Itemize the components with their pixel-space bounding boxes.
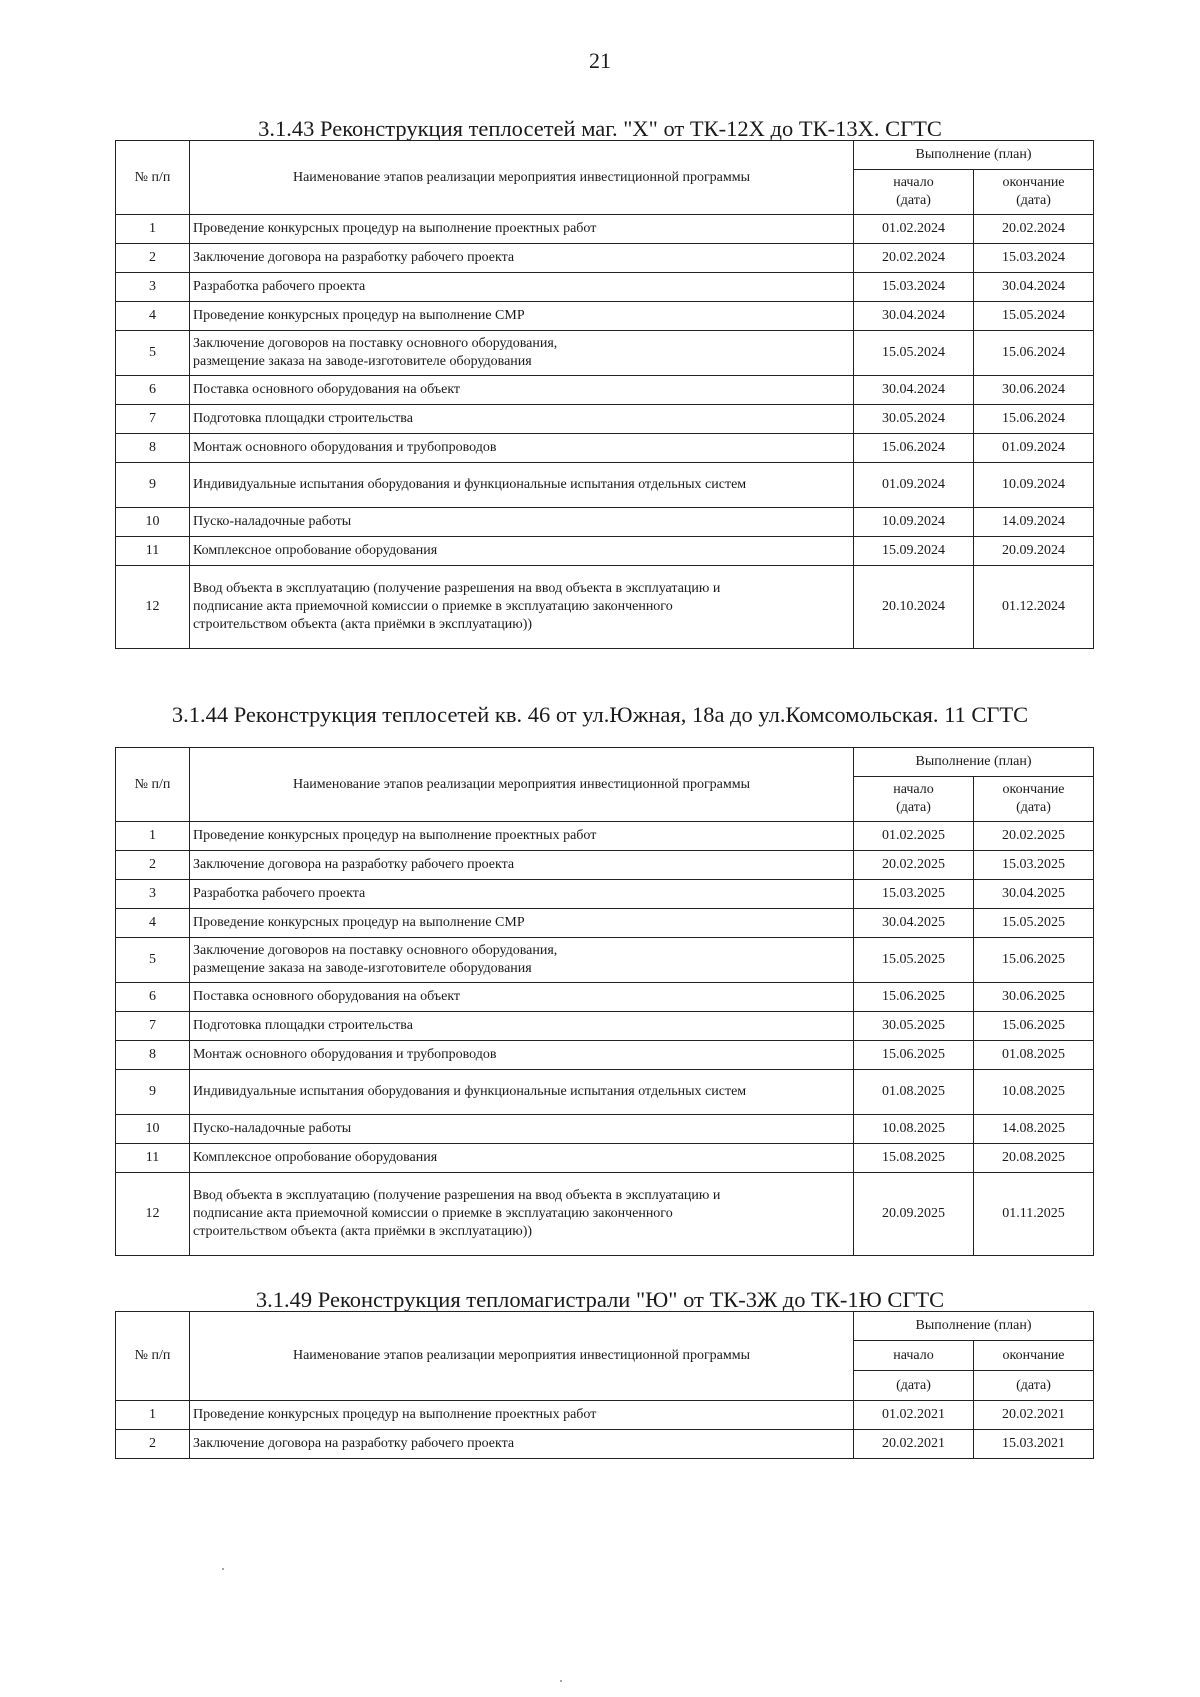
table-row xyxy=(116,566,1094,649)
row-num: 2 xyxy=(116,244,190,273)
row-start: 20.10.2024 xyxy=(854,566,974,649)
row-end: 30.04.2025 xyxy=(974,880,1094,909)
row-name: Индивидуальные испытания оборудования и функциональные испытания отдельных систем xyxy=(190,463,854,508)
row-start: 30.04.2024 xyxy=(854,302,974,331)
row-num: 8 xyxy=(116,434,190,463)
row-num: 1 xyxy=(116,215,190,244)
schedule-table xyxy=(115,1311,1094,1459)
table-row xyxy=(116,1012,1094,1041)
row-num: 11 xyxy=(116,1144,190,1173)
header-end-unit: (дата) xyxy=(974,1371,1094,1401)
row-num: 2 xyxy=(116,1430,190,1459)
row-name: Проведение конкурсных процедур на выполнение проектных работ xyxy=(190,822,854,851)
row-start: 15.09.2024 xyxy=(854,537,974,566)
header-name: Наименование этапов реализации мероприятия инвестиционной программы xyxy=(190,748,854,822)
row-end: 15.06.2025 xyxy=(974,1012,1094,1041)
row-name: Проведение конкурсных процедур на выполнение СМР xyxy=(190,909,854,938)
row-end: 15.03.2025 xyxy=(974,851,1094,880)
header-start: начало (дата) xyxy=(854,777,974,822)
row-end: 15.03.2021 xyxy=(974,1430,1094,1459)
row-start: 15.06.2025 xyxy=(854,983,974,1012)
row-start: 30.04.2024 xyxy=(854,376,974,405)
row-num: 12 xyxy=(116,1173,190,1256)
row-start: 20.02.2024 xyxy=(854,244,974,273)
row-name: Комплексное опробование оборудования xyxy=(190,1144,854,1173)
row-start: 30.05.2024 xyxy=(854,405,974,434)
section-title: 3.1.44 Реконструкция теплосетей кв. 46 от ул.Южная, 18а до ул.Комсомольская. 11 СГТС xyxy=(171,702,1029,727)
table-row xyxy=(116,215,1094,244)
section-title: 3.1.43 Реконструкция теплосетей маг. "Х" от ТК-12Х до ТК-13Х. СГТС xyxy=(258,116,942,141)
row-start: 10.09.2024 xyxy=(854,508,974,537)
table-row xyxy=(116,1173,1094,1256)
row-start: 01.02.2024 xyxy=(854,215,974,244)
header-end: окончание (дата) xyxy=(974,170,1094,215)
row-num: 12 xyxy=(116,566,190,649)
table-row xyxy=(116,909,1094,938)
header-end: окончание xyxy=(974,1341,1094,1371)
row-name: Монтаж основного оборудования и трубопроводов xyxy=(190,434,854,463)
row-name: Поставка основного оборудования на объект xyxy=(190,376,854,405)
table-row xyxy=(116,1070,1094,1115)
row-start: 15.08.2025 xyxy=(854,1144,974,1173)
row-start: 15.03.2024 xyxy=(854,273,974,302)
row-end: 14.09.2024 xyxy=(974,508,1094,537)
header-num: № п/п xyxy=(116,1312,190,1401)
row-num: 6 xyxy=(116,983,190,1012)
row-name: Проведение конкурсных процедур на выполнение проектных работ xyxy=(190,1401,854,1430)
header-start: начало (дата) xyxy=(854,170,974,215)
scan-speck xyxy=(560,1680,562,1682)
row-start: 10.08.2025 xyxy=(854,1115,974,1144)
row-num: 4 xyxy=(116,909,190,938)
row-name: Поставка основного оборудования на объект xyxy=(190,983,854,1012)
table-row xyxy=(116,880,1094,909)
row-num: 7 xyxy=(116,405,190,434)
table-row xyxy=(116,376,1094,405)
row-name: Заключение договоров на поставку основного оборудования, размещение заказа на заводе-изготовителе оборудования xyxy=(190,331,854,376)
row-num: 4 xyxy=(116,302,190,331)
row-num: 5 xyxy=(116,331,190,376)
table-row xyxy=(116,273,1094,302)
row-end: 20.08.2025 xyxy=(974,1144,1094,1173)
row-end: 20.02.2025 xyxy=(974,822,1094,851)
row-start: 20.09.2025 xyxy=(854,1173,974,1256)
row-end: 01.11.2025 xyxy=(974,1173,1094,1256)
table-row xyxy=(116,851,1094,880)
row-end: 10.08.2025 xyxy=(974,1070,1094,1115)
row-name: Проведение конкурсных процедур на выполнение СМР xyxy=(190,302,854,331)
row-start: 30.05.2025 xyxy=(854,1012,974,1041)
row-start: 15.05.2025 xyxy=(854,938,974,983)
header-num: № п/п xyxy=(116,141,190,215)
row-name: Пуско-наладочные работы xyxy=(190,1115,854,1144)
row-name: Заключение договора на разработку рабочего проекта xyxy=(190,851,854,880)
header-start: начало xyxy=(854,1341,974,1371)
row-end: 15.05.2025 xyxy=(974,909,1094,938)
table-row xyxy=(116,537,1094,566)
table-row xyxy=(116,983,1094,1012)
row-start: 20.02.2021 xyxy=(854,1430,974,1459)
row-start: 01.02.2025 xyxy=(854,822,974,851)
row-name: Подготовка площадки строительства xyxy=(190,405,854,434)
table-row xyxy=(116,1401,1094,1430)
row-start: 15.06.2025 xyxy=(854,1041,974,1070)
row-end: 20.02.2021 xyxy=(974,1401,1094,1430)
row-end: 15.05.2024 xyxy=(974,302,1094,331)
row-num: 11 xyxy=(116,537,190,566)
row-num: 3 xyxy=(116,880,190,909)
row-end: 15.03.2024 xyxy=(974,244,1094,273)
row-start: 01.09.2024 xyxy=(854,463,974,508)
row-num: 9 xyxy=(116,463,190,508)
table-row xyxy=(116,405,1094,434)
row-name: Ввод объекта в эксплуатацию (получение разрешения на ввод объекта в эксплуатацию и подписание акта приемочной комиссии о приемке в эксплуатацию законченного строительством объекта (акта приёмки в эксплуатацию)) xyxy=(190,566,854,649)
row-name: Заключение договоров на поставку основного оборудования, размещение заказа на заводе-изготовителе оборудования xyxy=(190,938,854,983)
section-title: 3.1.49 Реконструкция тепломагистрали "Ю" от ТК-3Ж до ТК-1Ю СГТС xyxy=(255,1287,945,1312)
row-num: 1 xyxy=(116,1401,190,1430)
table-row xyxy=(116,822,1094,851)
header-group: Выполнение (план) xyxy=(854,748,1094,777)
row-start: 20.02.2025 xyxy=(854,851,974,880)
schedule-table xyxy=(115,747,1094,1256)
table-row xyxy=(116,1041,1094,1070)
row-end: 15.06.2024 xyxy=(974,405,1094,434)
page-number: 21 xyxy=(589,48,611,73)
row-end: 10.09.2024 xyxy=(974,463,1094,508)
row-end: 20.02.2024 xyxy=(974,215,1094,244)
row-name: Индивидуальные испытания оборудования и функциональные испытания отдельных систем xyxy=(190,1070,854,1115)
row-num: 3 xyxy=(116,273,190,302)
row-num: 10 xyxy=(116,508,190,537)
table-row xyxy=(116,1144,1094,1173)
row-name: Ввод объекта в эксплуатацию (получение разрешения на ввод объекта в эксплуатацию и подписание акта приемочной комиссии о приемке в эксплуатацию законченного строительством объекта (акта приёмки в эксплуатацию)) xyxy=(190,1173,854,1256)
table-row xyxy=(116,331,1094,376)
header-name: Наименование этапов реализации мероприятия инвестиционной программы xyxy=(190,1312,854,1401)
schedule-table xyxy=(115,140,1094,649)
scan-speck xyxy=(222,1568,224,1570)
table-row xyxy=(116,434,1094,463)
row-name: Пуско-наладочные работы xyxy=(190,508,854,537)
row-end: 01.09.2024 xyxy=(974,434,1094,463)
header-name: Наименование этапов реализации мероприятия инвестиционной программы xyxy=(190,141,854,215)
row-start: 15.05.2024 xyxy=(854,331,974,376)
header-group: Выполнение (план) xyxy=(854,1312,1094,1341)
row-name: Разработка рабочего проекта xyxy=(190,273,854,302)
row-num: 1 xyxy=(116,822,190,851)
table-row xyxy=(116,244,1094,273)
row-end: 30.06.2024 xyxy=(974,376,1094,405)
row-name: Разработка рабочего проекта xyxy=(190,880,854,909)
row-num: 6 xyxy=(116,376,190,405)
row-num: 5 xyxy=(116,938,190,983)
row-name: Проведение конкурсных процедур на выполнение проектных работ xyxy=(190,215,854,244)
row-end: 01.12.2024 xyxy=(974,566,1094,649)
row-num: 9 xyxy=(116,1070,190,1115)
row-start: 15.06.2024 xyxy=(854,434,974,463)
row-name: Подготовка площадки строительства xyxy=(190,1012,854,1041)
row-end: 30.04.2024 xyxy=(974,273,1094,302)
table-row xyxy=(116,302,1094,331)
row-name: Комплексное опробование оборудования xyxy=(190,537,854,566)
row-start: 01.08.2025 xyxy=(854,1070,974,1115)
table-row xyxy=(116,1430,1094,1459)
table-row xyxy=(116,463,1094,508)
row-name: Заключение договора на разработку рабочего проекта xyxy=(190,1430,854,1459)
header-num: № п/п xyxy=(116,748,190,822)
row-name: Монтаж основного оборудования и трубопроводов xyxy=(190,1041,854,1070)
row-end: 14.08.2025 xyxy=(974,1115,1094,1144)
header-end: окончание (дата) xyxy=(974,777,1094,822)
row-name: Заключение договора на разработку рабочего проекта xyxy=(190,244,854,273)
row-start: 15.03.2025 xyxy=(854,880,974,909)
table-row xyxy=(116,1115,1094,1144)
header-group: Выполнение (план) xyxy=(854,141,1094,170)
row-num: 7 xyxy=(116,1012,190,1041)
row-num: 2 xyxy=(116,851,190,880)
row-end: 01.08.2025 xyxy=(974,1041,1094,1070)
row-start: 30.04.2025 xyxy=(854,909,974,938)
table-row xyxy=(116,938,1094,983)
row-end: 15.06.2024 xyxy=(974,331,1094,376)
table-row xyxy=(116,508,1094,537)
row-end: 20.09.2024 xyxy=(974,537,1094,566)
row-num: 10 xyxy=(116,1115,190,1144)
row-end: 30.06.2025 xyxy=(974,983,1094,1012)
header-start-unit: (дата) xyxy=(854,1371,974,1401)
row-start: 01.02.2021 xyxy=(854,1401,974,1430)
row-num: 8 xyxy=(116,1041,190,1070)
row-end: 15.06.2025 xyxy=(974,938,1094,983)
